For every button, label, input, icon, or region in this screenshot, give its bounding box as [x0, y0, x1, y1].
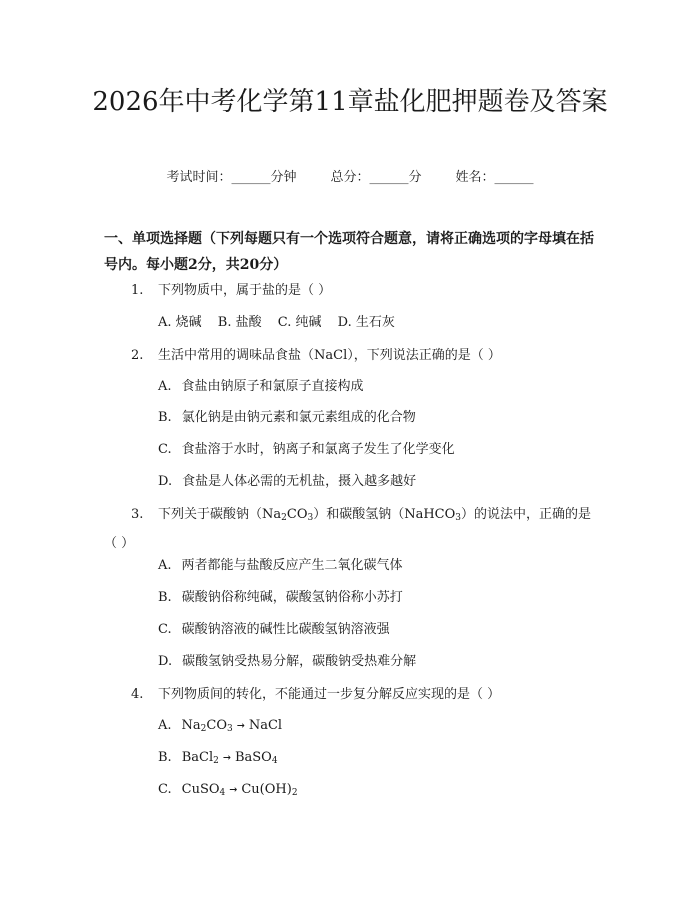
- subscript: 2: [200, 724, 207, 734]
- question-number: 1.: [131, 283, 144, 298]
- option-letter: D.: [158, 474, 173, 489]
- arrow-icon: →: [222, 750, 231, 765]
- exam-time-field: 考试时间：______分钟: [166, 170, 297, 185]
- question-2-option-a: [158, 377, 598, 397]
- question-text-part: 下列关于碳酸钠（Na: [158, 507, 282, 522]
- option-text: 碳酸钠俗称纯碱，碳酸氢钠俗称小苏打: [181, 590, 403, 605]
- formula-from: Na: [181, 718, 201, 733]
- option-letter: C.: [158, 622, 172, 637]
- option-letter: A.: [158, 718, 172, 733]
- question-text: 生活中常用的调味品食盐（NaCl），下列说法正确的是（ ）: [158, 348, 501, 363]
- arrow-icon: →: [229, 782, 238, 797]
- subscript: 3: [227, 724, 233, 734]
- option-text: 食盐是人体必需的无机盐，摄入越多越好: [182, 474, 417, 489]
- question-2-option-c: [158, 440, 598, 460]
- question-2-option-d: [158, 472, 598, 492]
- option-d: D. 生石灰: [337, 315, 395, 330]
- question-number: 3.: [131, 507, 144, 522]
- subscript: 3: [307, 513, 314, 523]
- option-text: 食盐溶于水时，钠离子和氯离子发生了化学变化: [181, 442, 455, 457]
- option-c: C. 纯碱: [277, 315, 322, 330]
- option-text: 食盐由钠原子和氯原子直接构成: [181, 379, 364, 394]
- question-3-option-c: [158, 620, 598, 640]
- total-score-field: 总分：______分: [330, 170, 422, 185]
- question-text: 下列物质间的转化，不能通过一步复分解反应实现的是（ ）: [158, 687, 501, 702]
- option-letter: B.: [158, 410, 172, 425]
- question-4-option-c: [158, 780, 598, 803]
- question-3-option-a: [158, 556, 598, 576]
- question-4-option-a: [158, 716, 598, 739]
- question-2-option-b: [158, 408, 598, 428]
- subscript: 2: [291, 788, 298, 798]
- option-letter: B.: [158, 590, 172, 605]
- subscript: 4: [219, 788, 226, 798]
- option-letter: A.: [158, 379, 172, 394]
- question-3: [104, 502, 600, 557]
- question-4: [104, 682, 600, 708]
- formula-from: CO: [206, 718, 228, 733]
- option-text: 碳酸氢钠受热易分解，碳酸钠受热难分解: [182, 654, 417, 669]
- formula-from: CuSO: [181, 782, 220, 797]
- question-number: 2.: [131, 348, 144, 363]
- option-letter: C.: [158, 782, 172, 797]
- student-name-field: 姓名：______: [455, 170, 534, 185]
- subscript: 3: [455, 513, 462, 523]
- formula-to: Cu(OH): [241, 782, 292, 797]
- question-number: 4.: [131, 687, 144, 702]
- option-a: A. 烧碱: [158, 315, 202, 330]
- option-letter: C.: [158, 442, 172, 457]
- exam-meta: [0, 168, 700, 188]
- section-heading: 一、单项选择题（下列每题只有一个选项符合题意，请将正确选项的字母填在括号内。每小题2分，共20分）: [104, 231, 594, 273]
- subscript: 4: [271, 756, 278, 766]
- option-letter: B.: [158, 750, 172, 765]
- arrow-icon: →: [236, 718, 245, 733]
- question-text-part: ）和碳酸氢钠（NaHCO: [313, 507, 456, 522]
- formula-to: BaSO: [234, 750, 272, 765]
- formula-to: NaCl: [248, 718, 283, 733]
- formula-from: BaCl: [181, 750, 214, 765]
- subscript: 2: [281, 513, 287, 523]
- option-text: 碳酸钠溶液的碱性比碳酸氢钠溶液强: [181, 622, 390, 637]
- question-1-options: [158, 313, 598, 333]
- option-b: B. 盐酸: [217, 315, 262, 330]
- question-text-part: CO: [286, 507, 308, 522]
- question-3-option-d: [158, 652, 598, 672]
- option-text: 氯化钠是由钠元素和氯元素组成的化合物: [181, 410, 416, 425]
- subscript: 2: [213, 756, 219, 766]
- question-3-option-b: [158, 588, 598, 608]
- question-1: [104, 278, 600, 304]
- document-title: 2026年中考化学第11章盐化肥押题卷及答案: [92, 87, 608, 117]
- question-text: 下列物质中，属于盐的是（ ）: [158, 283, 332, 298]
- option-text: 两者都能与盐酸反应产生二氧化碳气体: [181, 558, 403, 573]
- option-letter: D.: [158, 654, 173, 669]
- question-4-option-b: [158, 748, 598, 771]
- question-text-part: ）的说法中，正确的是（ ）: [104, 507, 592, 551]
- option-letter: A.: [158, 558, 172, 573]
- question-2: [104, 343, 600, 369]
